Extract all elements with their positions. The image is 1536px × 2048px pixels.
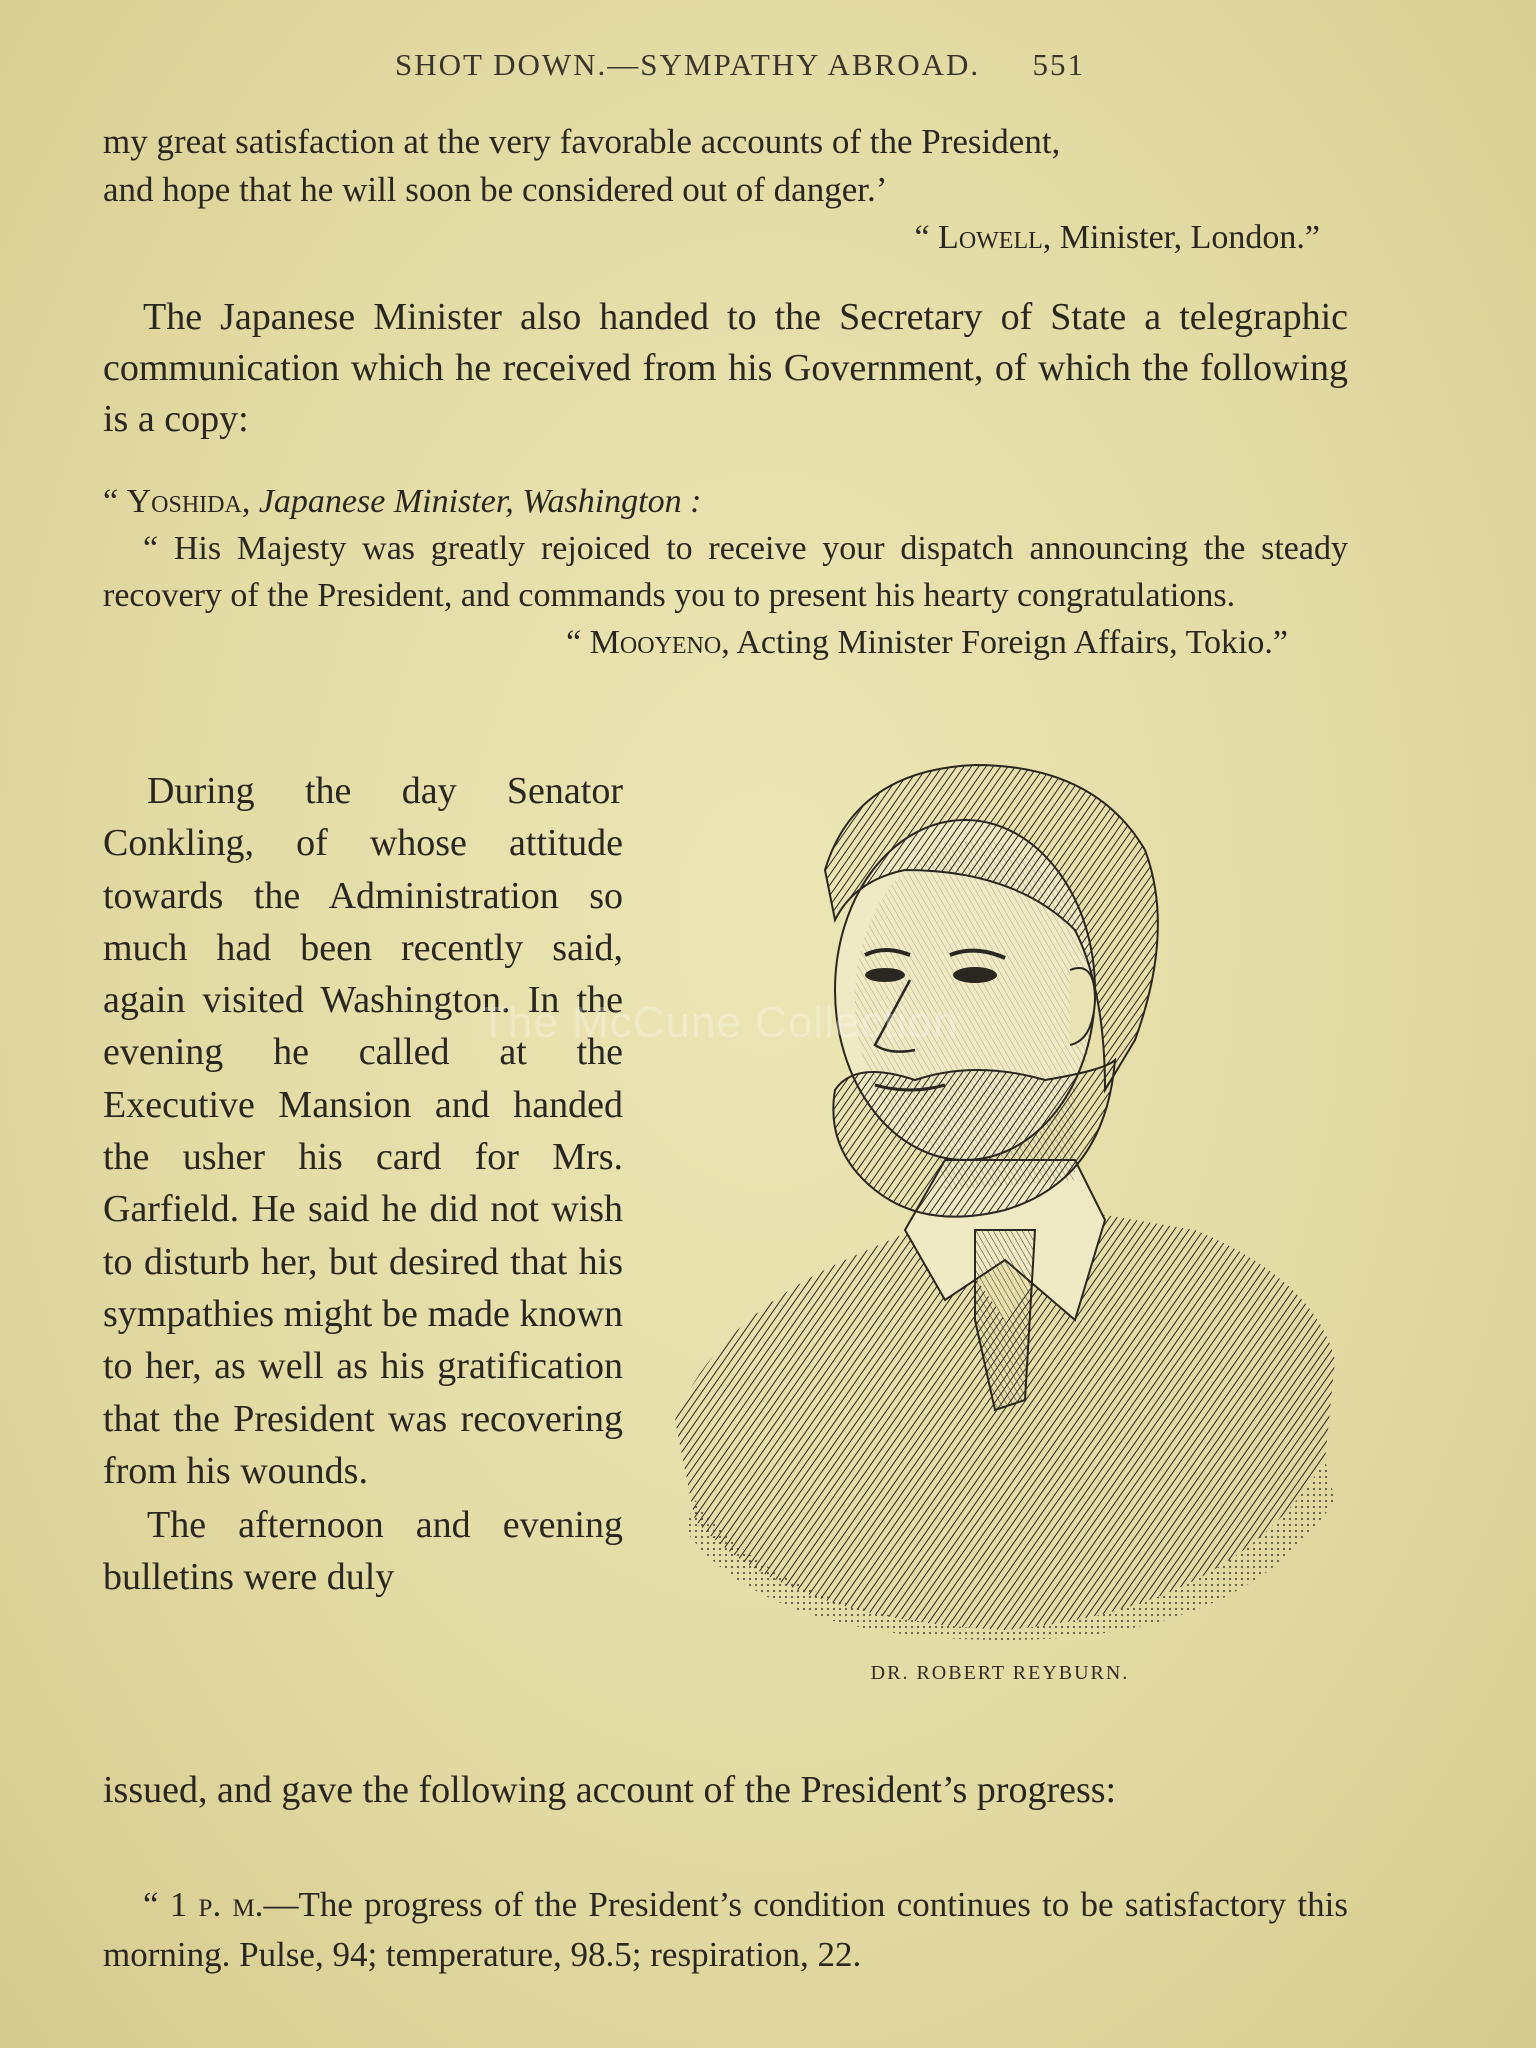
conkling-paragraph: During the day Senator Conkling, of whose attitude towards the Administration so much had been recently said, again visited Washington. In the evening he called at the Executive Mansion and handed the usher his card for Mrs. Garfield. He said he did not wish to disturb her, but desired that his sympathies might be made known to her, as well as his gratification that the President was recovering from his wounds. [103,770,623,1492]
lowell-letter [103,118,1348,262]
portrait-caption: DR. ROBERT REYBURN. [870,1662,1130,1684]
page-header [395,40,1085,90]
bulletin-1pm: “ 1 p. m.—The progress of the President’s condition continues to be satisfactory this morning. Pulse, 94; temperature, 98.5; respiration, 22. [103,1885,1348,1974]
lowell-signature: “ Lowell, Minister, London.” [914,219,1320,256]
bulletins-paragraph-start: The afternoon and evening bulletins were duly [103,1504,623,1599]
telegram [103,478,1348,667]
portrait-engraving [675,760,1335,1640]
conkling-column [103,765,623,1604]
signature-name: Lowell [938,219,1043,256]
running-head: SHOT DOWN.—SYMPATHY ABROAD. [395,47,981,82]
lowell-line-1: my great satisfaction at the very favorable accounts of the President, [103,122,1061,161]
bulletins-paragraph-end: issued, and gave the following account of the President’s progress: [103,1769,1117,1811]
page-number: 551 [1032,47,1085,82]
watermark-text: The McCune Collection [480,998,959,1047]
telegram-address: “ Yoshida, Japanese Minister, Washington : [103,483,702,520]
lowell-line-2: and hope that he will soon be considered out of danger.’ [103,170,888,209]
japanese-minister-paragraph: The Japanese Minister also handed to the Secretary of State a telegraphic communication which he received from his Government, of which the following is a copy: [103,296,1348,440]
eye-right [953,967,997,983]
eye-left [865,968,905,982]
telegram-body: “ His Majesty was greatly rejoiced to receive your dispatch announcing the steady recovery of the President, and commands you to present his hearty congratulations. [103,530,1348,614]
telegram-signature: “ Mooyeno, Acting Minister Foreign Affairs, Tokio.” [566,624,1288,661]
